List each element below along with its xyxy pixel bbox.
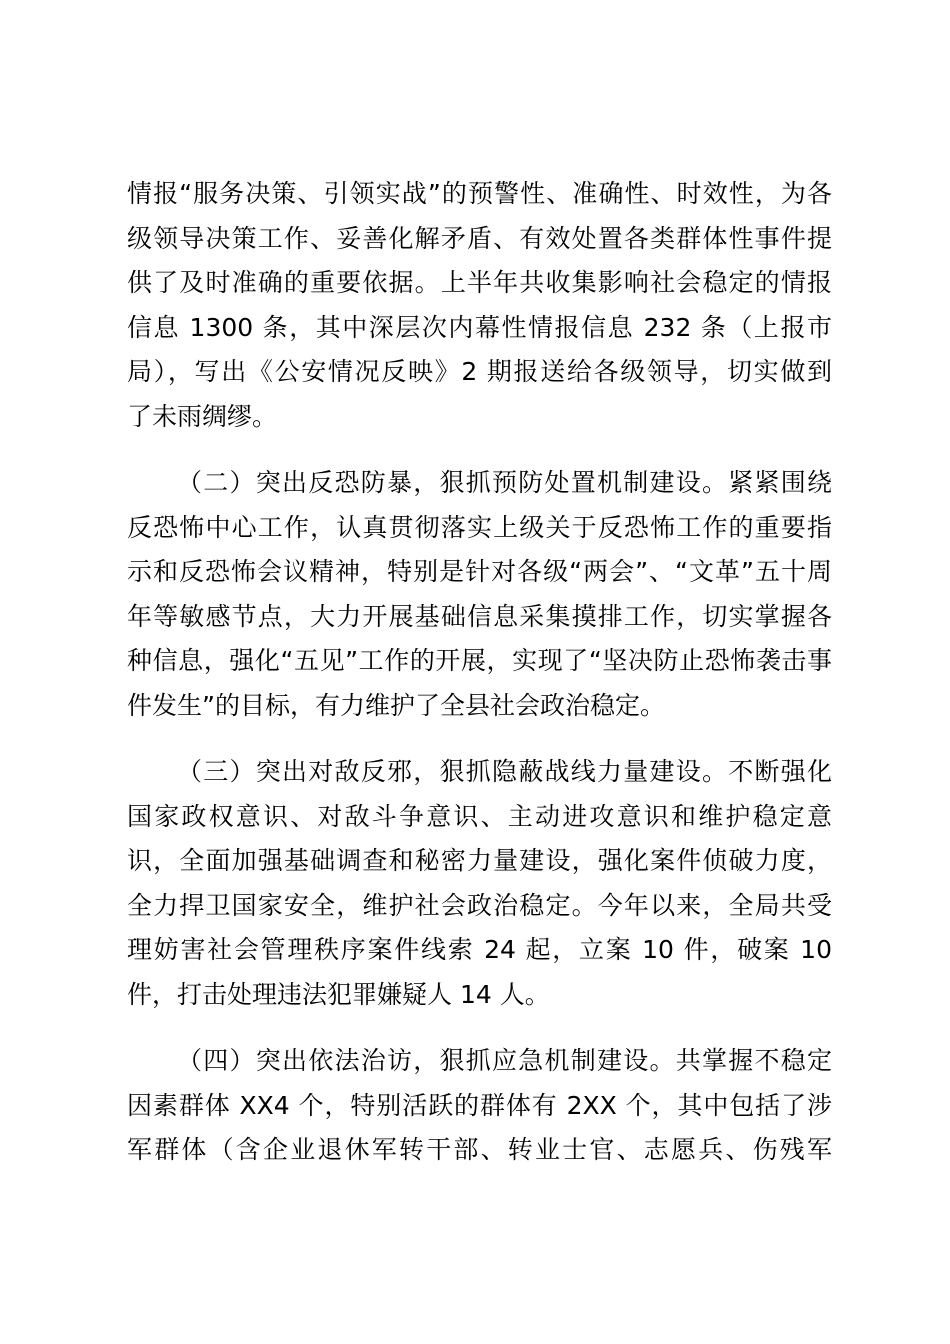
paragraph-4 [127,1039,832,1173]
paragraph-line: 信息 1300 条，其中深层次内幕性情报信息 232 条（上报市 [127,312,832,342]
paragraph-1 [127,172,832,439]
paragraph-line: 种信息，强化“五见”工作的开展，实现了“坚决防止恐怖袭击事 [127,646,832,675]
paragraph-line: 了未雨绸缪。 [127,401,278,431]
paragraph-line: 件发生”的目标，有力维护了全县社会政治稳定。 [127,690,665,720]
paragraph-line: 年等敏感节点，大力开展基础信息采集摸排工作，切实掌握各 [127,601,832,631]
document-body [127,172,832,1195]
paragraph-line: 因素群体 XX4 个，特别活跃的群体有 2XX 个，其中包括了涉 [127,1090,832,1120]
paragraph-line: 全力捍卫国家安全，维护社会政治稳定。今年以来，全局共受 [127,890,832,920]
paragraph-line: （四）突出依法治访，狠抓应急机制建设。共掌握不稳定 [177,1046,832,1075]
paragraph-line: 级领导决策工作、妥善化解矛盾、有效处置各类群体性事件提 [127,223,832,253]
paragraph-line: 国家政权意识、对敌斗争意识、主动进攻意识和维护稳定意 [127,801,832,831]
paragraph-3 [127,750,832,1017]
paragraph-line: 情报“服务决策、引领实战”的预警性、准确性、时效性，为各 [127,179,832,208]
paragraph-line: 局），写出《公安情况反映》2 期报送给各级领导，切实做到 [127,357,832,386]
paragraph-line: （三）突出对敌反邪，狠抓隐蔽战线力量建设。不断强化 [177,757,832,786]
paragraph-line: 件，打击处理违法犯罪嫌疑人 14 人。 [127,979,550,1009]
paragraph-line: （二）突出反恐防暴，狠抓预防处置机制建设。紧紧围绕 [177,468,832,497]
paragraph-line: 军群体（含企业退休军转干部、转业士官、志愿兵、伤残军 [127,1135,832,1164]
paragraph-line: 示和反恐怖会议精神，特别是针对各级“两会”、“文革”五十周 [127,557,832,586]
paragraph-2 [127,461,832,728]
paragraph-line: 识，全面加强基础调查和秘密力量建设，强化案件侦破力度， [127,846,832,875]
paragraph-line: 供了及时准确的重要依据。上半年共收集影响社会稳定的情报 [127,268,832,297]
paragraph-line: 反恐怖中心工作，认真贯彻落实上级关于反恐怖工作的重要指 [127,512,832,542]
paragraph-line: 理妨害社会管理秩序案件线索 24 起，立案 10 件，破案 10 [127,935,832,964]
